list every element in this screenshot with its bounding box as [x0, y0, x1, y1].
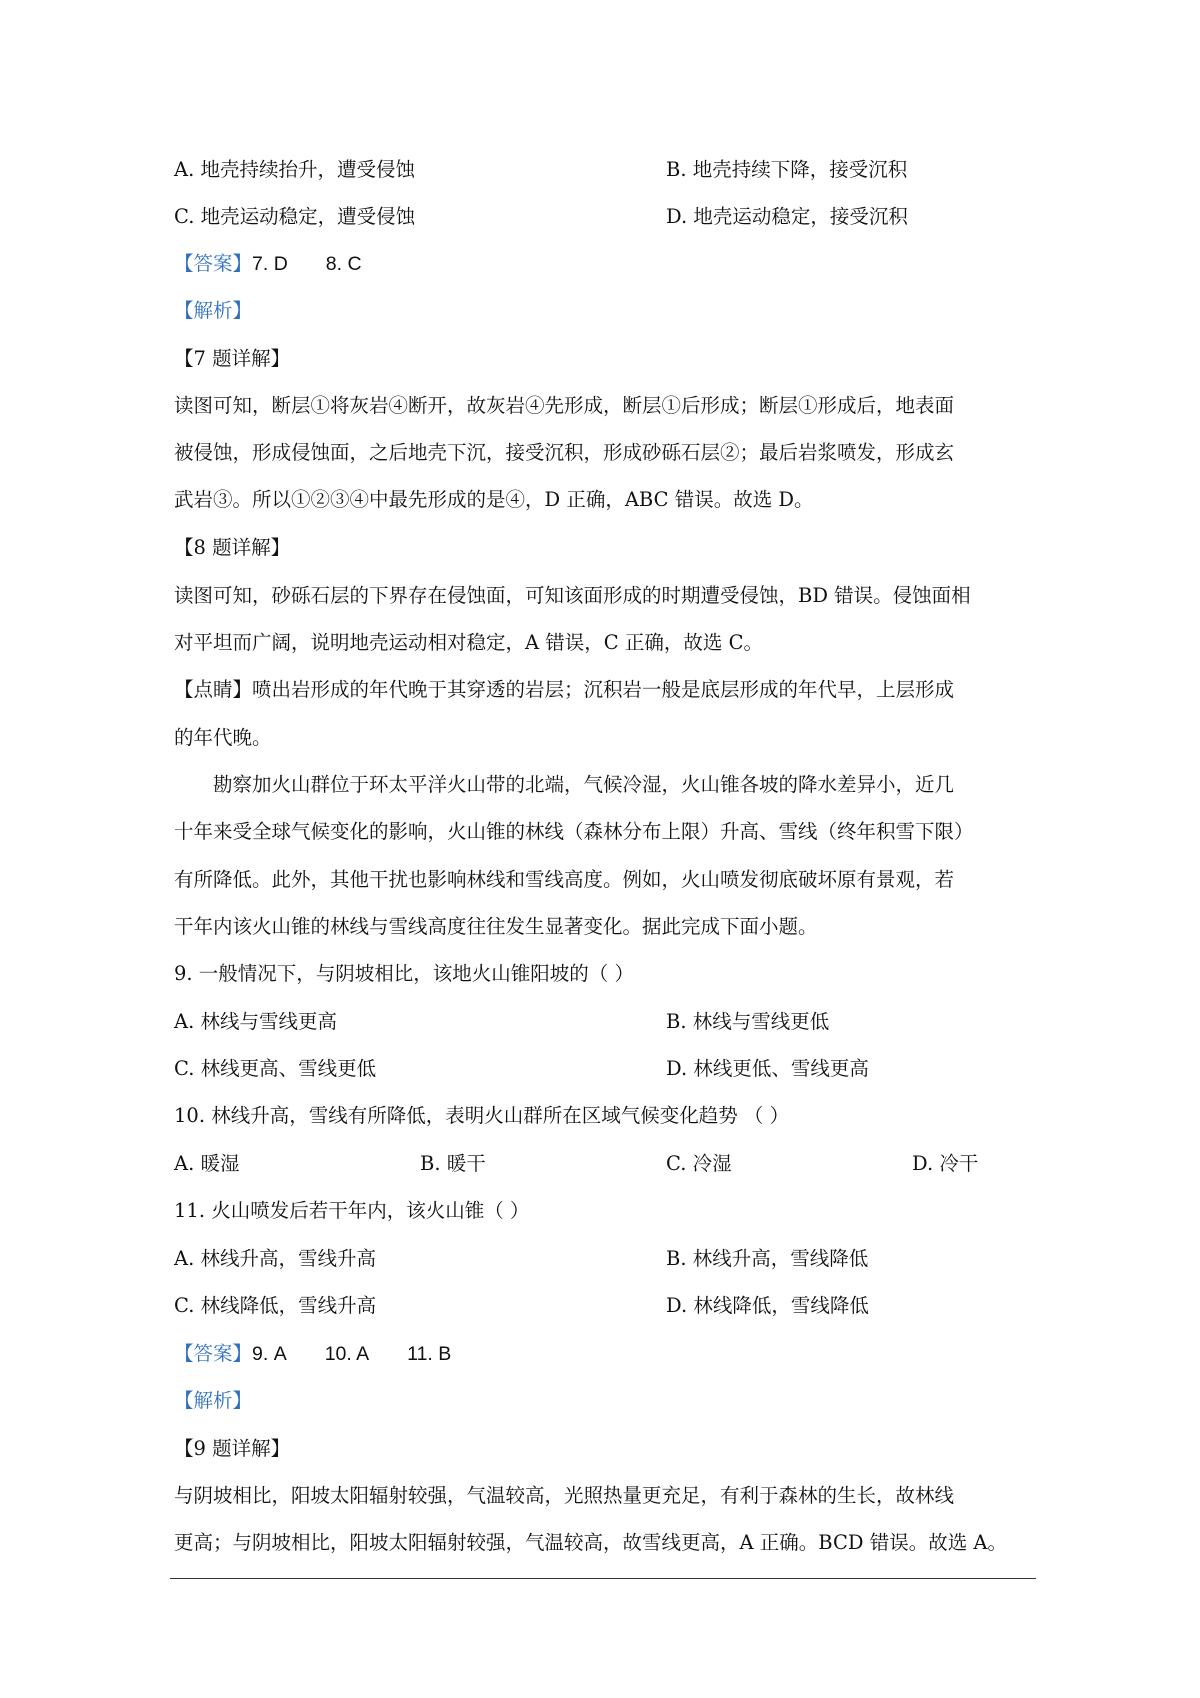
- tip-text: 喷出岩形成的年代晚于其穿透的岩层；沉积岩一般是底层形成的年代早，上层形成: [252, 678, 955, 701]
- q10-option-c: C. 冷湿: [666, 1152, 732, 1175]
- answer-9: 9. A: [252, 1343, 287, 1365]
- q9-option-c: C. 林线更高、雪线更低: [174, 1057, 377, 1080]
- analysis-tag-1: 【解析】: [174, 299, 253, 322]
- q8-detail-heading: 【8 题详解】: [174, 536, 291, 559]
- q9-option-a: A. 林线与雪线更高: [174, 1010, 337, 1033]
- q10-option-d: D. 冷干: [912, 1152, 979, 1175]
- q11-stem: 11. 火山喷发后若干年内，该火山锥（ ）: [174, 1199, 530, 1222]
- answer-8: 8. C: [325, 253, 362, 275]
- q7-detail-line: 读图可知，断层①将灰岩④断开，故灰岩④先形成，断层①后形成；断层①形成后，地表面: [174, 394, 955, 417]
- passage-line: 干年内该火山锥的林线与雪线高度往往发生显著变化。据此完成下面小题。: [174, 915, 818, 938]
- q7-detail-line: 被侵蚀，形成侵蚀面，之后地壳下沉，接受沉积，形成砂砾石层②；最后岩浆喷发，形成玄: [174, 441, 955, 464]
- q7-detail-line: 武岩③。所以①②③④中最先形成的是④，D 正确，ABC 错误。故选 D。: [174, 488, 814, 511]
- q9-options-row-ab: [174, 1008, 1034, 1036]
- option-d: D. 地壳运动稳定，接受沉积: [666, 205, 908, 228]
- option-a: A. 地壳持续抬升，遭受侵蚀: [174, 158, 415, 181]
- answer-line-2: [174, 1340, 1034, 1368]
- tip-line-2: 的年代晚。: [174, 726, 272, 749]
- q9-detail-heading: 【9 题详解】: [174, 1437, 291, 1460]
- answer-tag: 【答案】: [174, 252, 253, 275]
- q11-option-a: A. 林线升高，雪线升高: [174, 1247, 376, 1270]
- answer-7: 7. D: [252, 253, 288, 275]
- answer-line-1: [174, 250, 1034, 278]
- q11-options-row-ab: [174, 1245, 1034, 1273]
- q9-options-row-cd: [174, 1055, 1034, 1083]
- q11-option-d: D. 林线降低，雪线降低: [666, 1294, 869, 1317]
- option-c: C. 地壳运动稳定，遭受侵蚀: [174, 205, 416, 228]
- passage-line: 十年来受全球气候变化的影响，火山锥的林线（森林分布上限）升高、雪线（终年积雪下限）: [174, 820, 974, 843]
- q10-options-row: [174, 1150, 1034, 1178]
- q10-option-a: A. 暖湿: [174, 1152, 240, 1175]
- q9-stem: 9. 一般情况下，与阴坡相比，该地火山锥阳坡的（ ）: [174, 962, 635, 985]
- answer-10: 10. A: [324, 1343, 370, 1365]
- q11-option-c: C. 林线降低，雪线升高: [174, 1294, 377, 1317]
- q10-option-b: B. 暖干: [420, 1152, 486, 1175]
- q8-detail-line: 读图可知，砂砾石层的下界存在侵蚀面，可知该面形成的时期遭受侵蚀，BD 错误。侵蚀面相: [174, 584, 971, 607]
- q8-detail-line: 对平坦而广阔，说明地壳运动相对稳定，A 错误，C 正确，故选 C。: [174, 631, 764, 654]
- analysis-tag-2: 【解析】: [174, 1389, 253, 1412]
- q10-stem: 10. 林线升高，雪线有所降低，表明火山群所在区域气候变化趋势 （ ）: [174, 1104, 790, 1127]
- answer-11: 11. B: [407, 1343, 452, 1365]
- passage-line: 勘察加火山群位于环太平洋火山带的北端，气候冷湿，火山锥各坡的降水差异小，近几: [213, 773, 955, 796]
- options-row-cd: [174, 203, 1034, 231]
- option-b: B. 地壳持续下降，接受沉积: [666, 158, 908, 181]
- options-row-ab: [174, 156, 1034, 184]
- footer-rule: [170, 1578, 1036, 1579]
- tip-tag: 【点睛】: [174, 678, 253, 701]
- q9-option-b: B. 林线与雪线更低: [666, 1010, 830, 1033]
- q9-detail-line: 与阴坡相比，阳坡太阳辐射较强，气温较高，光照热量更充足，有利于森林的生长，故林线: [174, 1484, 955, 1507]
- q9-detail-line: 更高；与阴坡相比，阳坡太阳辐射较强，气温较高，故雪线更高，A 正确。BCD 错误。故选 A。: [174, 1531, 1008, 1554]
- q11-option-b: B. 林线升高，雪线降低: [666, 1247, 869, 1270]
- passage-line: 有所降低。此外，其他干扰也影响林线和雪线高度。例如，火山喷发彻底破坏原有景观，若: [174, 868, 955, 891]
- q7-detail-heading: 【7 题详解】: [174, 347, 291, 370]
- answer-tag: 【答案】: [174, 1342, 253, 1365]
- tip-line-1: [174, 676, 1034, 704]
- q11-options-row-cd: [174, 1292, 1034, 1320]
- q9-option-d: D. 林线更低、雪线更高: [666, 1057, 869, 1080]
